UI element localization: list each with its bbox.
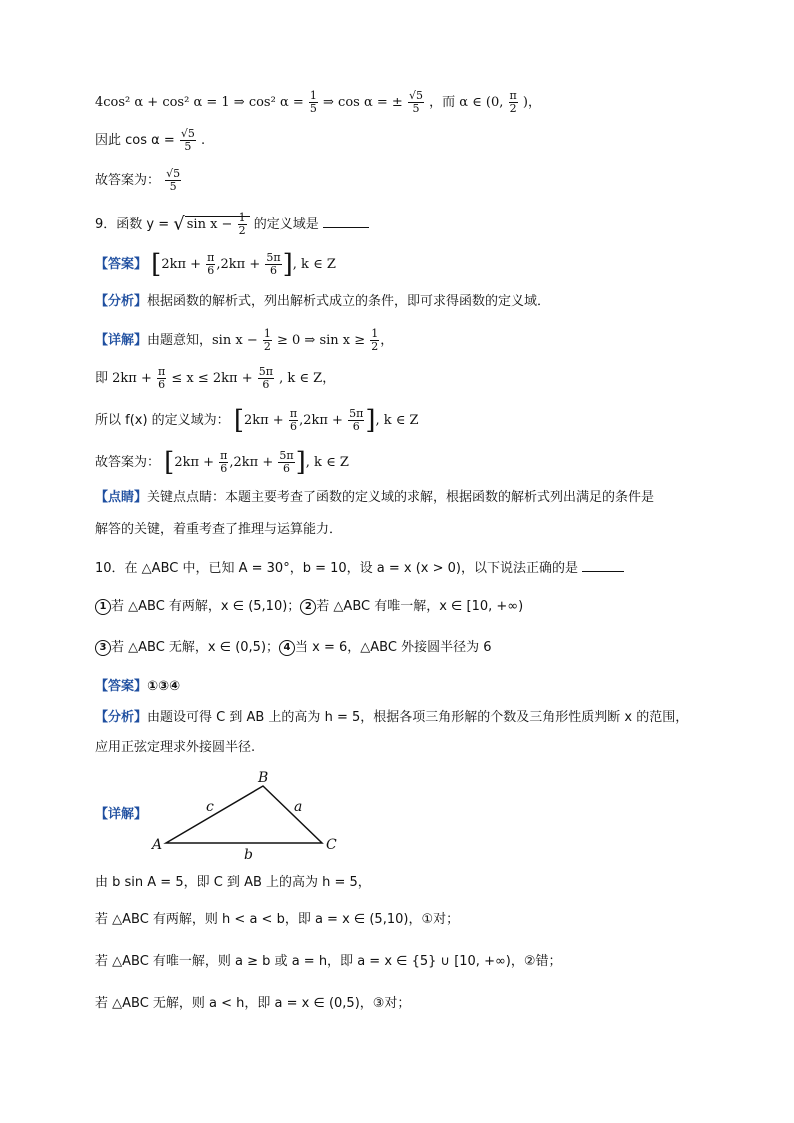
options-1-2: 1 若 △ABC 有两解，x ∈ (5,10)； 2 若 △ABC 有唯一解，x ∈ [10, +∞): [95, 597, 523, 617]
detail-10: 【详解】: [95, 807, 148, 822]
detail-10-line-4: 若 △ABC 无解，则 a < h，即 a = x ∈ (0,5)，③对；: [95, 996, 411, 1011]
sqrt-sign-icon: √: [173, 213, 185, 235]
options-3-4: 3 若 △ABC 无解，x ∈ (0,5)； 4 当 x = 6，△ABC 外接圆半径为 6: [95, 638, 491, 658]
fraction: $\frac{1}{5}$: [309, 89, 317, 115]
answer-9: 【答案】 [2kπ + $\frac{\pi}{6}$ ,2kπ + $\frac{5\pi}{6}$ ], k ∈ Z: [95, 249, 336, 280]
detail-9-line-3: 所以 f(x) 的定义域为： [2kπ + $\frac{\pi}{6}$ ,2kπ + $\frac{5\pi}{6}$ ], k ∈ Z: [95, 405, 419, 436]
circled-number-icon: 1: [95, 599, 111, 615]
detail-9: 【详解】由题意知，sin x − $\frac{1}{2}$ ≥ 0 ⇒ sin x ≥ $\frac{1}{2}$ ，: [95, 327, 394, 353]
circled-number-icon: 2: [300, 599, 316, 615]
keypoint-9-line-2: 解答的关键，着重考查了推理与运算能力．: [95, 522, 343, 537]
side-label-b: b: [244, 847, 253, 863]
detail-10-line-3: 若 △ABC 有唯一解，则 a ≥ b 或 a = h，即 a = x ∈ {5} ∪ [10, +∞)，②错；: [95, 954, 562, 969]
analysis-9: 【分析】根据函数的解析式，列出解析式成立的条件，即可求得函数的定义域．: [95, 294, 551, 309]
side-label-c: c: [206, 799, 214, 815]
derivation-line-1: 4cos² α + cos² α = 1 ⇒ cos² α = $\frac{1}{5}$ ⇒ cos α = ± $\frac{√5}{5}$ ，而 α ∈ (0, $\frac{\pi}{2}$ )，: [95, 89, 541, 115]
side-label-a: a: [294, 799, 303, 815]
answer-10: 【答案】①③④: [95, 679, 181, 694]
circled-number-icon: 4: [279, 640, 295, 656]
detail-10-line-1: 由 b sin A = 5，即 C 到 AB 上的高为 h = 5，: [95, 875, 371, 890]
answer-blank: [582, 557, 624, 572]
vertex-label-a: A: [152, 837, 163, 853]
triangle-diagram: [150, 765, 350, 865]
analysis-10: 【分析】由题设可得 C 到 AB 上的高为 h = 5，根据各项三角形解的个数及三角形性质判断 x 的范围，: [95, 710, 689, 725]
detail-10-line-2: 若 △ABC 有两解，则 h < a < b，即 a = x ∈ (5,10)，①对；: [95, 912, 460, 927]
analysis-10-line-2: 应用正弦定理求外接圆半径.: [95, 740, 256, 755]
answer-tag: 【答案】: [95, 257, 148, 272]
vertex-label-c: C: [326, 837, 337, 853]
detail-9-line-2: 即 2kπ + $\frac{\pi}{6}$ ≤ x ≤ 2kπ + $\frac{5\pi}{6}$ , k ∈ Z，: [95, 365, 336, 391]
keypoint-9: 【点睛】关键点点睛：本题主要考查了函数的定义域的求解，根据函数的解析式列出满足的条件是: [95, 490, 655, 505]
answer-line-9: 故答案为： [2kπ + $\frac{\pi}{6}$ ,2kπ + $\frac{5\pi}{6}$ ], k ∈ Z: [95, 447, 349, 478]
fraction: $\frac{√5}{5}$: [408, 89, 423, 115]
fraction: $\frac{√5}{5}$: [166, 167, 181, 193]
question-10: 10．在 △ABC 中，已知 A = 30°，b = 10，设 a = x (x > 0)，以下说法正确的是: [95, 557, 624, 579]
radicand: sin x − $\frac{1}{2}$: [185, 216, 250, 232]
fraction: $\frac{\pi}{2}$: [509, 89, 517, 115]
question-9: 9．函数 y = √ sin x − $\frac{1}{2}$ 的定义域是: [95, 212, 369, 237]
answer-line-8: 故答案为： $\frac{√5}{5}$: [95, 167, 181, 193]
answer-blank: [323, 213, 369, 228]
circled-number-icon: 3: [95, 640, 111, 656]
fraction: $\frac{√5}{5}$: [180, 127, 195, 153]
derivation-line-2: 因此 cos α = $\frac{√5}{5}$ .: [95, 127, 206, 153]
vertex-label-b: B: [258, 770, 269, 786]
